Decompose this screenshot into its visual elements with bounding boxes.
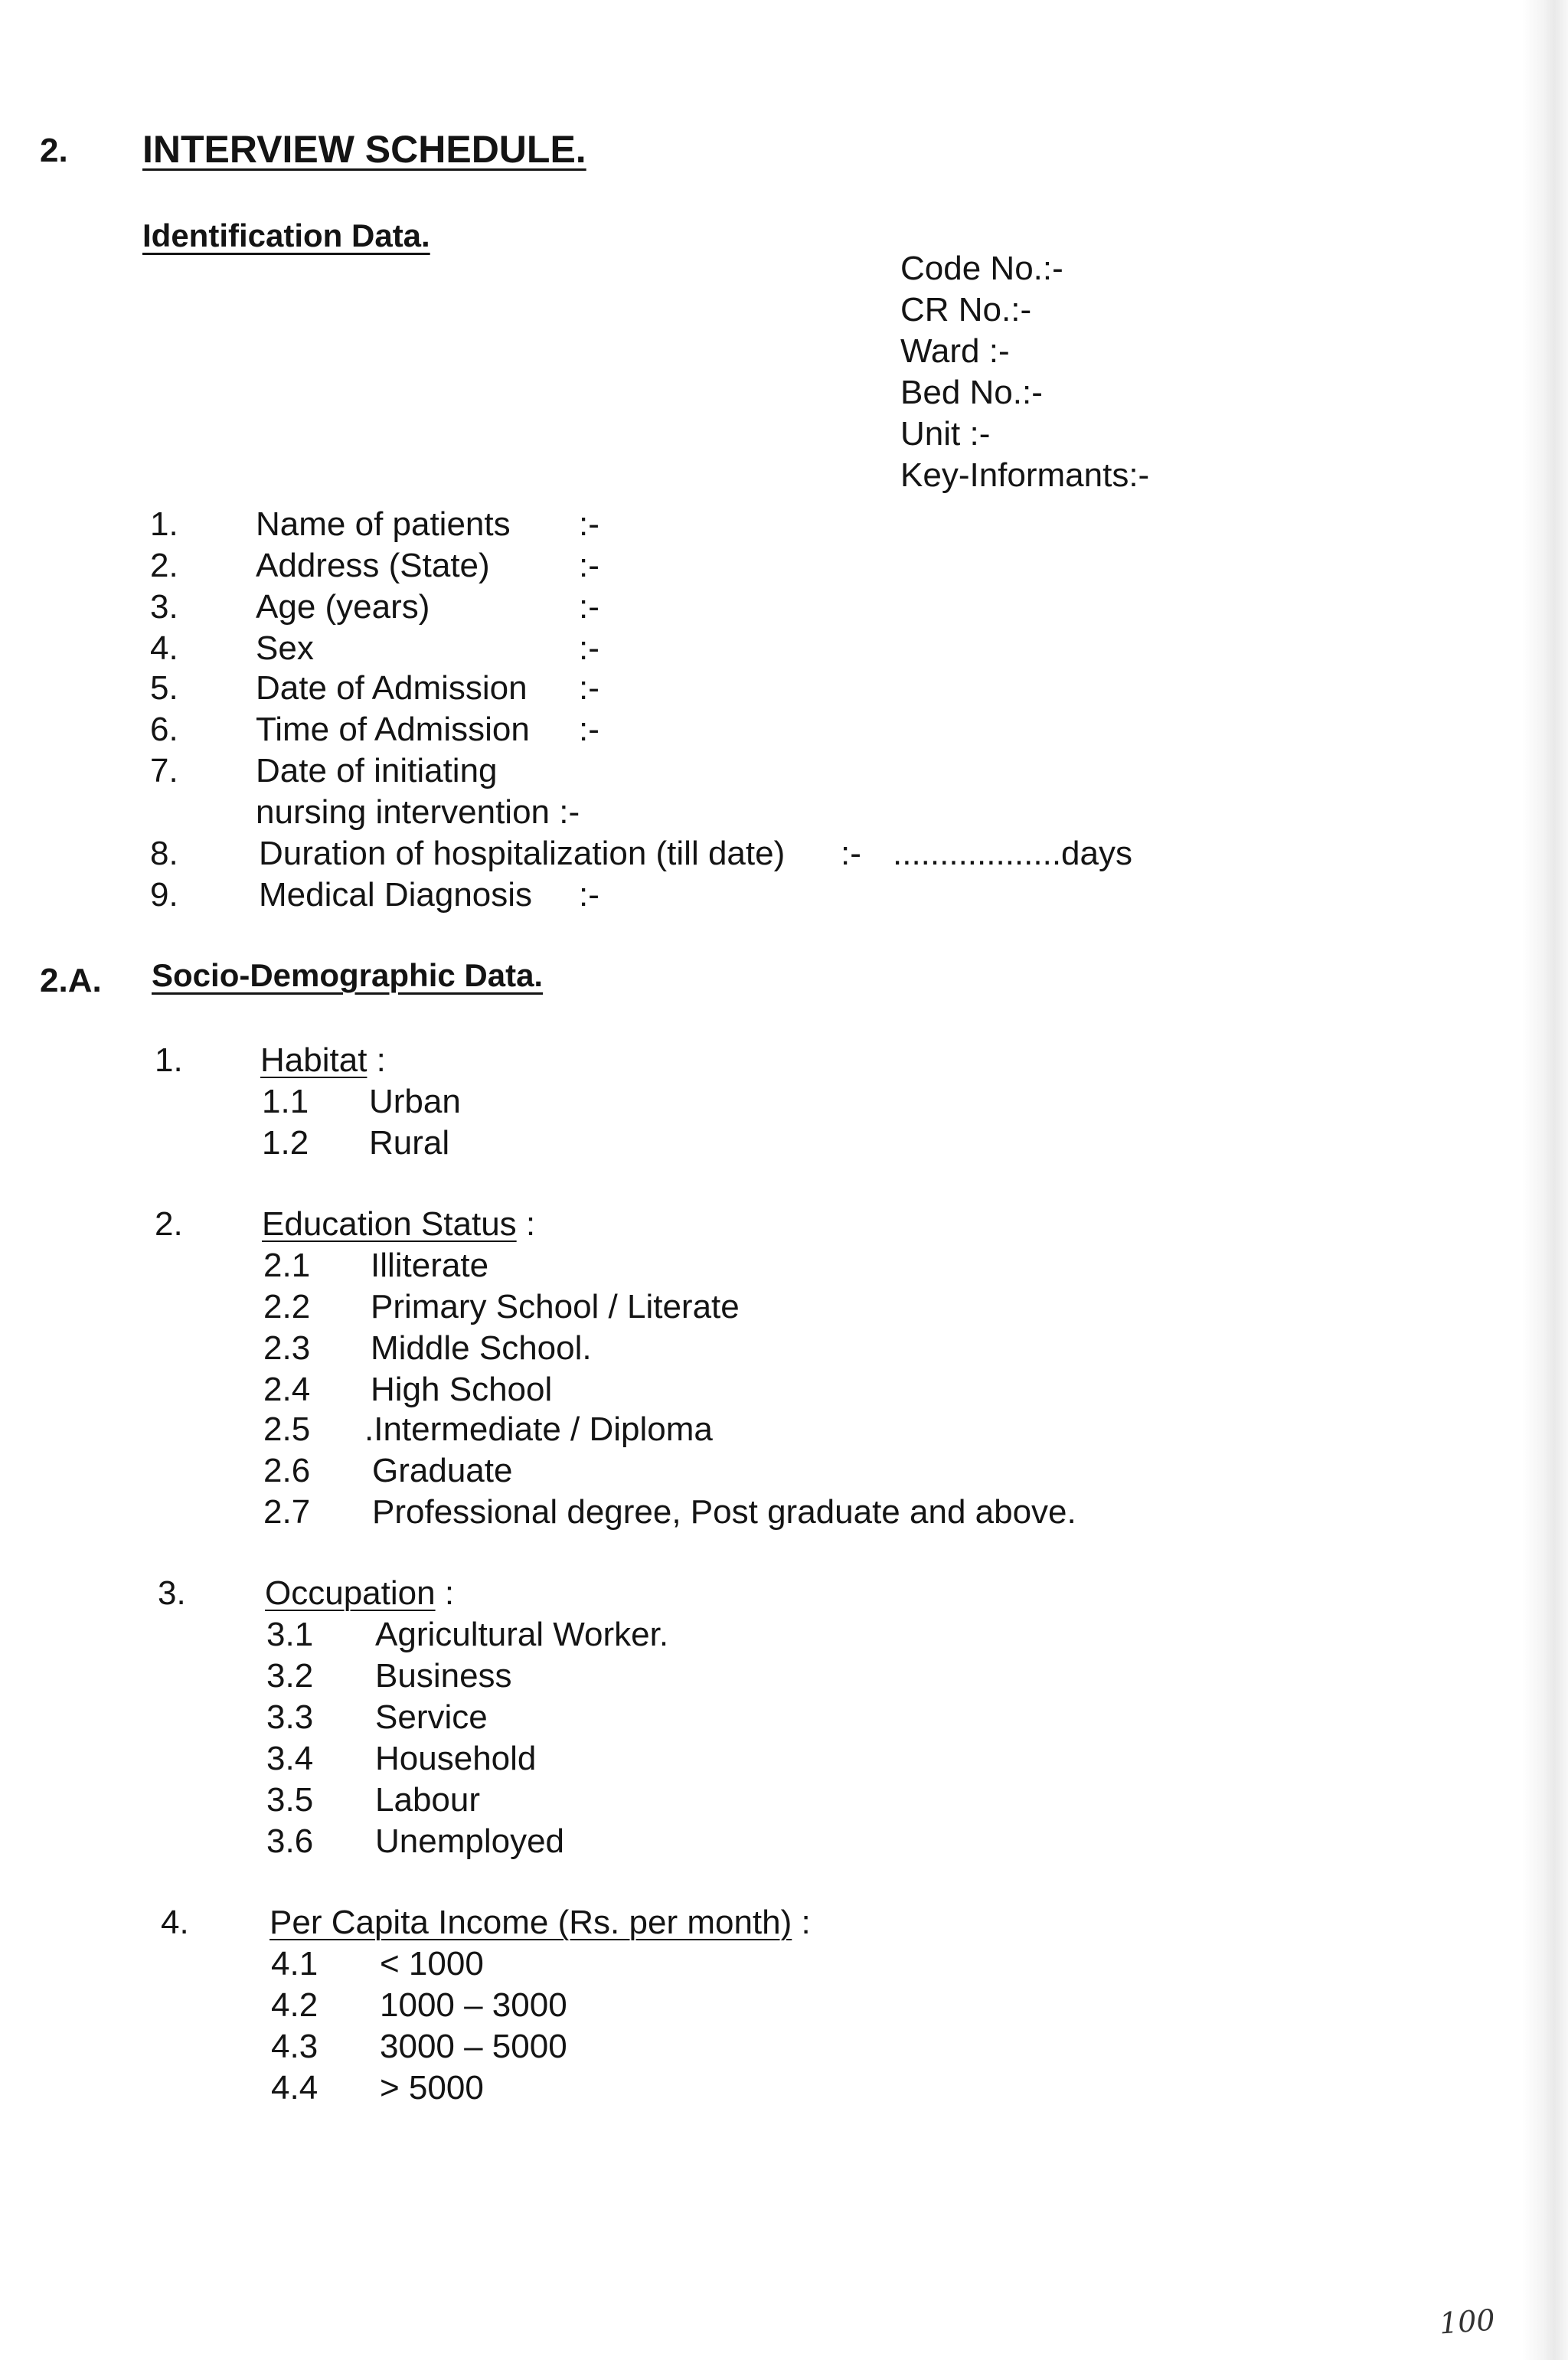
item-label: nursing intervention :-: [256, 793, 580, 831]
item-separator: :-: [579, 629, 599, 667]
option-row: [0, 2067, 1225, 2109]
option-row: [0, 1697, 1225, 1738]
code-block: [900, 248, 1149, 496]
option-label: .Intermediate / Diploma: [364, 1410, 713, 1448]
page-title: INTERVIEW SCHEDULE.: [142, 128, 586, 171]
option-number: 2.6: [263, 1452, 311, 1489]
question-row: [0, 1902, 1225, 1943]
item-number: 5.: [150, 669, 178, 707]
days-blank: ..................days: [893, 835, 1132, 872]
option-number: 2.4: [263, 1371, 311, 1408]
option-row: [0, 1123, 1225, 1164]
option-label: 3000 – 5000: [380, 2028, 567, 2065]
list-item: [0, 709, 1225, 750]
option-label: Illiterate: [371, 1247, 489, 1284]
question-number: 1.: [155, 1041, 183, 1079]
question-label: Habitat: [260, 1041, 368, 1079]
item-number: 4.: [150, 629, 178, 667]
question-label: Per Capita Income (Rs. per month): [270, 1904, 792, 1941]
question-row: [0, 1573, 1225, 1614]
option-number: 3.6: [266, 1822, 314, 1860]
key-informants-label: Key-Informants:-: [900, 456, 1150, 494]
option-row: [0, 1780, 1225, 1821]
list-item: [0, 504, 1225, 545]
option-number: 4.2: [271, 1986, 318, 2024]
cr-no-label: CR No.:-: [900, 291, 1032, 329]
option-number: 1.2: [262, 1124, 309, 1162]
option-label: < 1000: [380, 1945, 484, 1982]
item-label: Time of Admission: [256, 711, 530, 748]
section-number: 2.: [40, 132, 68, 169]
option-row: [0, 1821, 1225, 1862]
item-separator: :-: [841, 835, 861, 872]
option-row: [0, 1286, 1225, 1328]
socio-section-number: 2.A.: [40, 962, 102, 999]
item-number: 6.: [150, 711, 178, 748]
question-label: Occupation: [265, 1574, 436, 1612]
option-number: 3.3: [266, 1698, 314, 1736]
option-row: [0, 1985, 1225, 2026]
option-label: Primary School / Literate: [371, 1288, 740, 1325]
option-label: Graduate: [372, 1452, 513, 1489]
option-row: [0, 1943, 1225, 1985]
question-colon: :: [444, 1574, 455, 1612]
item-number: 2.: [150, 547, 178, 584]
item-separator: :-: [579, 669, 599, 707]
question-row: [0, 1204, 1225, 1245]
list-item: [0, 545, 1225, 587]
option-row: [0, 2026, 1225, 2067]
item-label: Sex: [256, 629, 314, 667]
socio-heading: Socio-Demographic Data.: [152, 957, 544, 993]
ward-label: Ward :-: [900, 332, 1010, 370]
list-item: [0, 833, 1225, 874]
item-label: Address (State): [256, 547, 490, 584]
option-label: Service: [375, 1698, 488, 1736]
option-label: Household: [375, 1740, 537, 1777]
option-label: Business: [375, 1657, 512, 1695]
option-number: 2.1: [263, 1247, 311, 1284]
item-separator: :-: [579, 547, 599, 584]
option-row: [0, 1081, 1225, 1123]
option-row: [0, 1492, 1225, 1533]
option-number: 2.5: [263, 1410, 311, 1448]
option-row: [0, 1450, 1225, 1492]
item-number: 3.: [150, 588, 178, 626]
identification-heading: Identification Data.: [142, 217, 430, 253]
option-number: 2.2: [263, 1288, 311, 1325]
option-row: [0, 1369, 1225, 1410]
option-label: Rural: [369, 1124, 450, 1162]
option-label: Professional degree, Post graduate and above.: [372, 1493, 1076, 1531]
item-label: Medical Diagnosis: [259, 876, 533, 914]
list-item: [0, 750, 1225, 792]
list-item-continuation: [0, 792, 1225, 833]
option-row: [0, 1409, 1225, 1450]
list-item: [0, 628, 1225, 669]
option-number: 3.4: [266, 1740, 314, 1777]
list-item: [0, 668, 1225, 709]
option-label: Agricultural Worker.: [375, 1616, 669, 1653]
question-number: 3.: [158, 1574, 186, 1612]
item-separator: :-: [579, 505, 599, 543]
page-number-handwritten: 100: [1438, 2303, 1496, 2341]
option-number: 4.3: [271, 2028, 318, 2065]
option-number: 4.1: [271, 1945, 318, 1982]
item-number: 7.: [150, 752, 178, 789]
item-number: 1.: [150, 505, 178, 543]
item-label: Age (years): [256, 588, 430, 626]
option-label: > 5000: [380, 2069, 484, 2107]
question-number: 2.: [155, 1205, 183, 1243]
option-row: [0, 1614, 1225, 1656]
option-number: 2.7: [263, 1493, 311, 1531]
scan-edge-shadow: [1522, 0, 1568, 2360]
unit-label: Unit :-: [900, 415, 991, 453]
question-number: 4.: [161, 1904, 189, 1941]
option-number: 1.1: [262, 1083, 309, 1120]
item-label: Date of Admission: [256, 669, 528, 707]
item-label: Name of patients: [256, 505, 511, 543]
item-separator: :-: [579, 588, 599, 626]
question-colon: :: [525, 1205, 536, 1243]
item-label: Date of initiating: [256, 752, 498, 789]
code-no-label: Code No.:-: [900, 250, 1063, 287]
option-label: Middle School.: [371, 1329, 592, 1367]
option-label: High School: [371, 1371, 553, 1408]
option-label: Unemployed: [375, 1822, 565, 1860]
question-label: Education Status: [262, 1205, 517, 1243]
item-label: Duration of hospitalization (till date): [259, 835, 786, 872]
question-colon: :: [801, 1904, 811, 1941]
option-label: 1000 – 3000: [380, 1986, 567, 2024]
list-item: [0, 874, 1225, 916]
option-number: 4.4: [271, 2069, 318, 2107]
option-number: 3.1: [266, 1616, 314, 1653]
question-colon: :: [376, 1041, 386, 1079]
option-row: [0, 1656, 1225, 1697]
item-separator: :-: [579, 711, 599, 748]
bed-no-label: Bed No.:-: [900, 374, 1043, 411]
option-number: 3.5: [266, 1781, 314, 1819]
option-label: Labour: [375, 1781, 481, 1819]
option-row: [0, 1245, 1225, 1286]
option-label: Urban: [369, 1083, 461, 1120]
item-number: 8.: [150, 835, 178, 872]
option-number: 2.3: [263, 1329, 311, 1367]
option-row: [0, 1328, 1225, 1369]
item-separator: :-: [579, 876, 599, 914]
question-row: [0, 1040, 1225, 1081]
list-item: [0, 587, 1225, 628]
option-row: [0, 1738, 1225, 1780]
option-number: 3.2: [266, 1657, 314, 1695]
item-number: 9.: [150, 876, 178, 914]
